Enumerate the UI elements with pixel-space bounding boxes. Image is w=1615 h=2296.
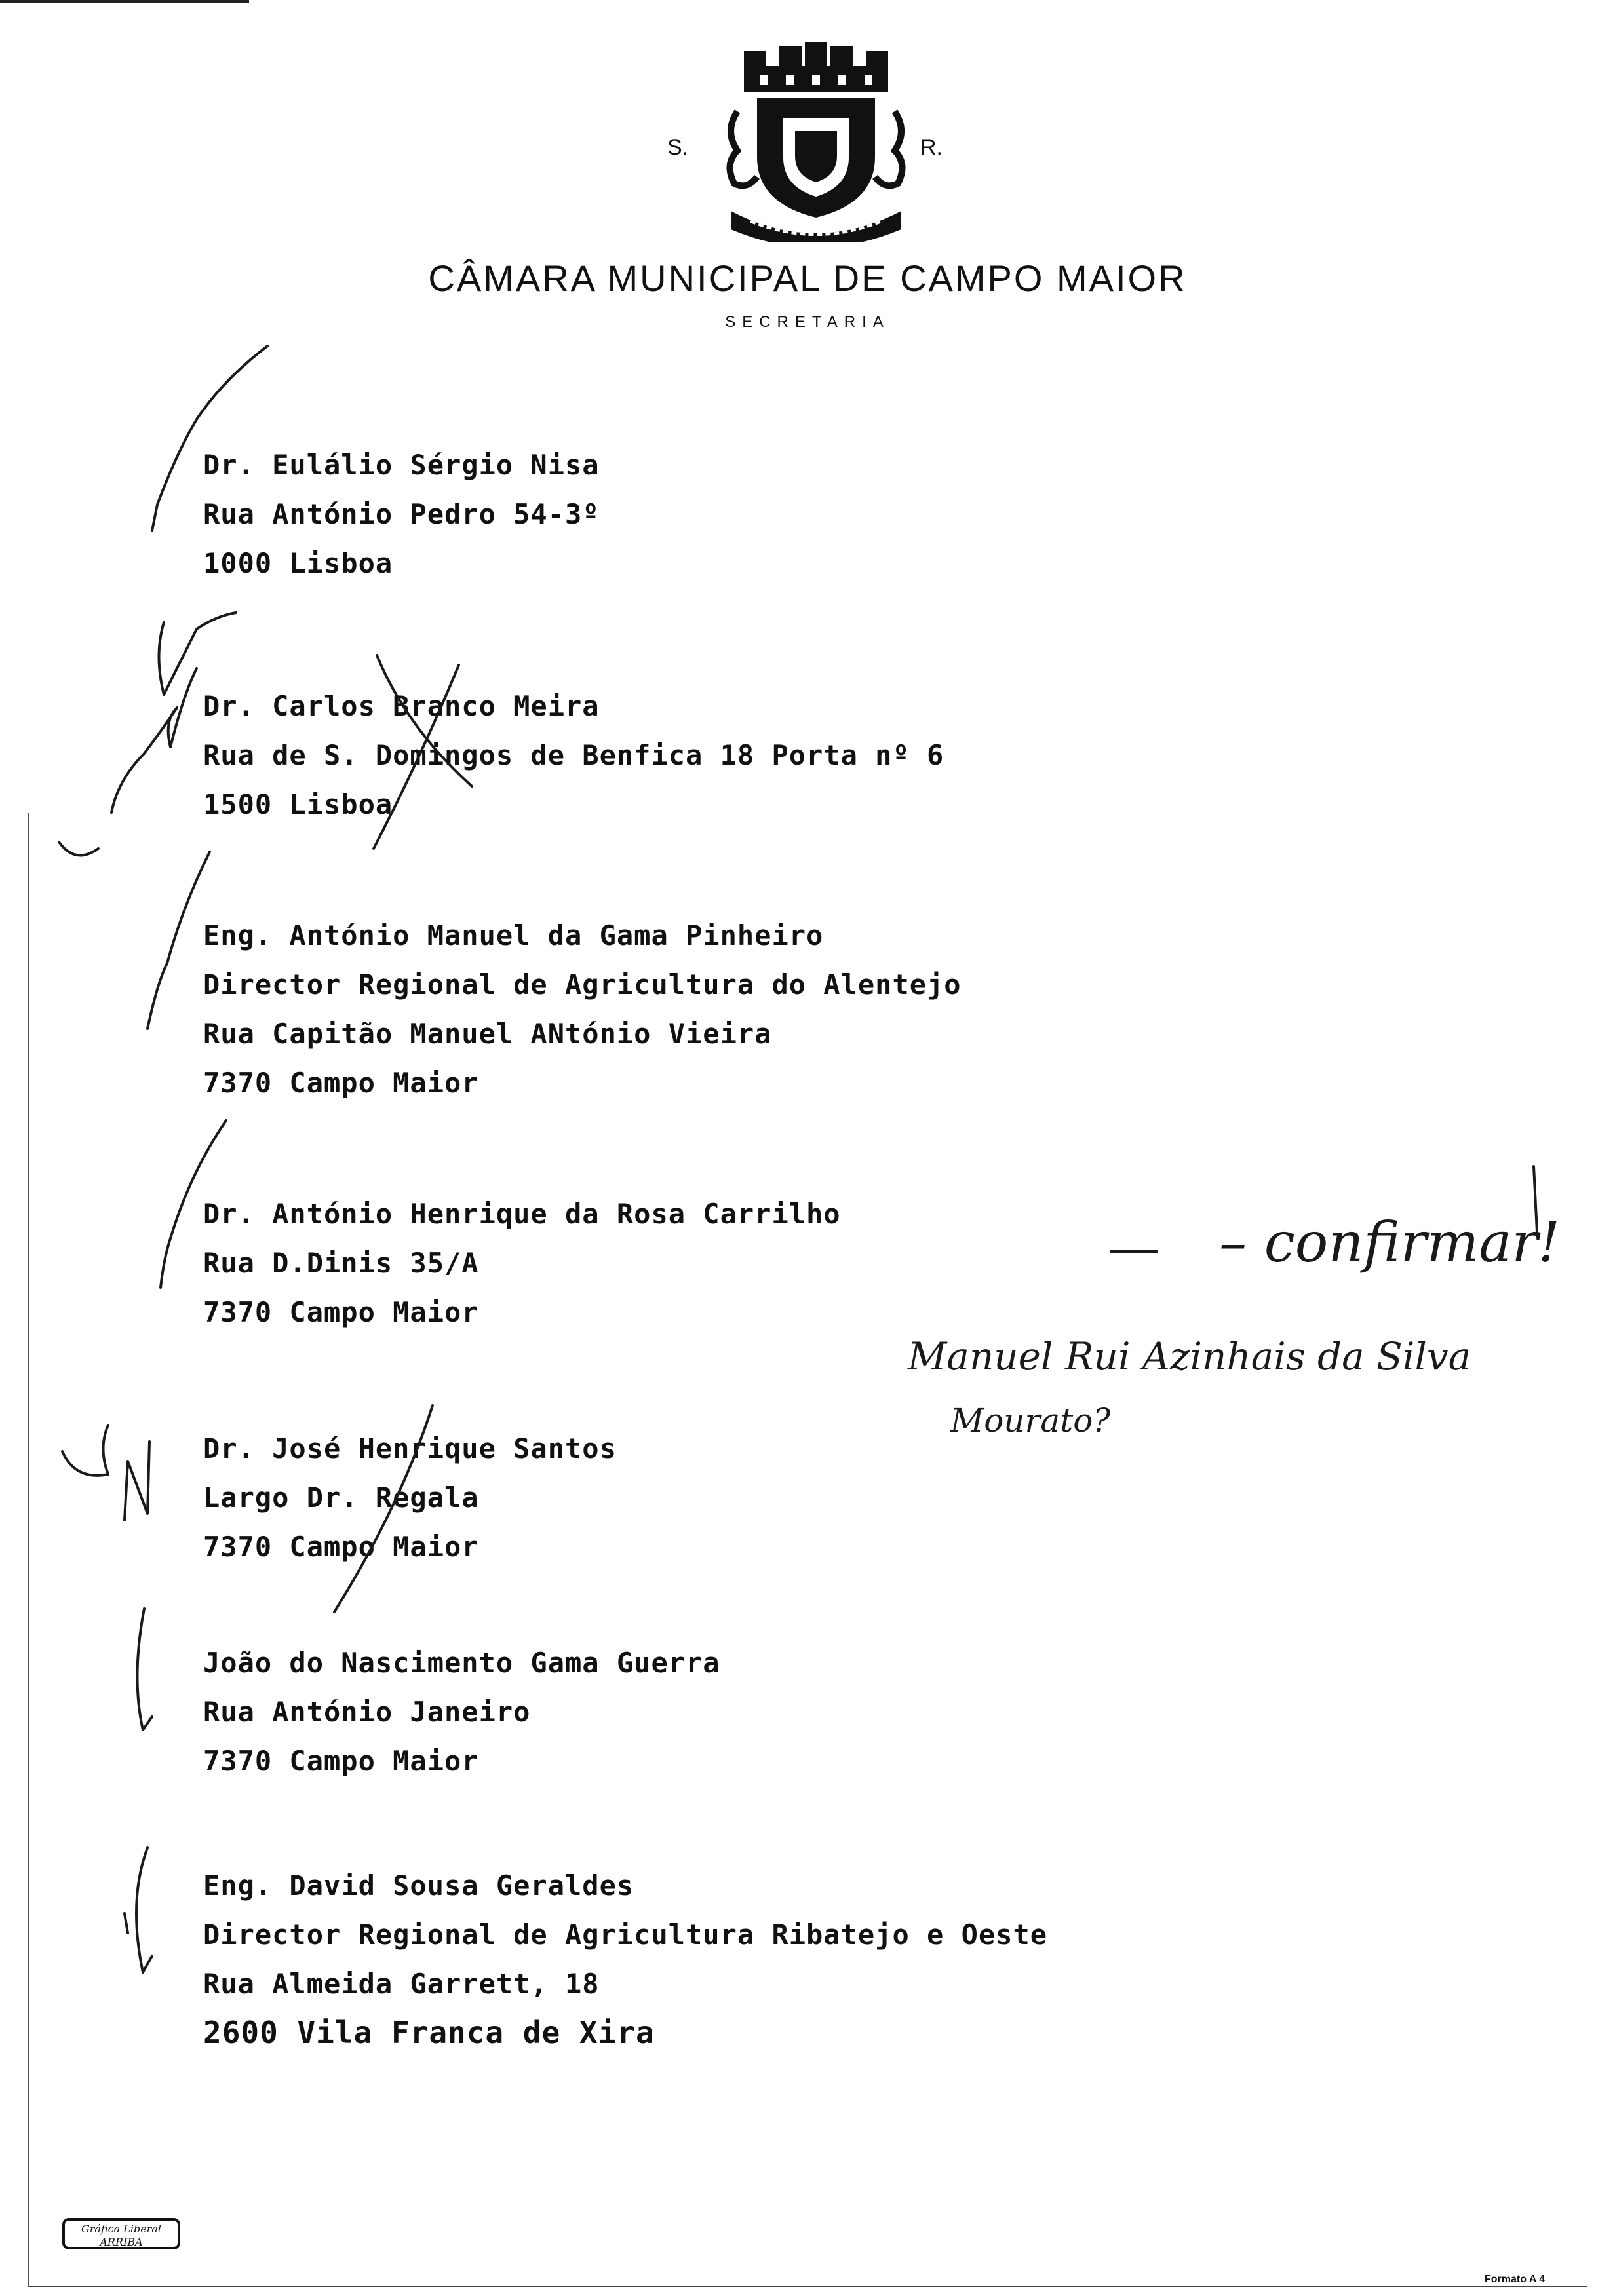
address-block (203, 681, 944, 829)
handwritten-note: – confirmar! (1219, 1210, 1561, 1274)
printer-stamp: Gráfica Liberal ARRIBA (62, 2218, 180, 2249)
scan-edge-top (0, 0, 249, 3)
organization-title: CÂMARA MUNICIPAL DE CAMPO MAIOR (428, 258, 1187, 299)
address-line: Dr. Eulálio Sérgio Nisa (203, 449, 600, 481)
address-line: 7370 Campo Maior (203, 1531, 479, 1563)
address-line: Dr. António Henrique da Rosa Carrilho (203, 1198, 841, 1230)
address-block (203, 440, 600, 588)
address-line: Dr. Carlos Branco Meira (203, 690, 600, 722)
address-line: 1500 Lisboa (203, 788, 393, 820)
address-line: Rua Almeida Garrett, 18 (203, 1968, 600, 2000)
address-block (203, 1638, 720, 1786)
handwritten-note: Manuel Rui Azinhais da Silva (908, 1334, 1471, 1379)
address-line: Rua António Janeiro (203, 1696, 531, 1728)
department-subtitle: SECRETARIA (725, 313, 890, 331)
check-mark-icon (136, 1848, 152, 1972)
address-line: Eng. António Manuel da Gama Pinheiro (203, 919, 824, 951)
address-block (203, 1189, 841, 1337)
address-line: 1000 Lisboa (203, 547, 393, 579)
address-block (203, 1861, 1047, 2057)
address-line: Rua D.Dinis 35/A (203, 1247, 479, 1279)
initials-scribble-icon (59, 842, 98, 855)
form-size-label: Formato A 4 (1485, 2274, 1546, 2285)
check-mark-icon (137, 1609, 152, 1730)
address-line: João do Nascimento Gama Guerra (203, 1647, 720, 1679)
check-mark-icon (147, 852, 210, 1029)
address-line: 7370 Campo Maior (203, 1296, 479, 1328)
address-line: Dr. José Henrique Santos (203, 1432, 617, 1464)
initials-scribble-icon (111, 668, 197, 813)
address-line: Director Regional de Agricultura do Alentejo (203, 968, 962, 1001)
address-block (203, 1424, 617, 1571)
scan-edge-left (28, 813, 29, 2287)
initials-scribble-icon (62, 1425, 108, 1476)
municipal-crest-icon (711, 39, 921, 242)
initials-scribble-icon (125, 1442, 149, 1520)
address-block (203, 911, 962, 1107)
handwritten-note: Mourato? (950, 1402, 1111, 1440)
address-line: Eng. David Sousa Geraldes (203, 1869, 634, 1902)
address-line: Director Regional de Agricultura Ribatejo e Oeste (203, 1919, 1048, 1951)
address-line: Rua António Pedro 54-3º (203, 498, 600, 530)
letterhead-initial-left: S. (667, 135, 689, 160)
address-line: Largo Dr. Regala (203, 1482, 479, 1514)
address-line: 7370 Campo Maior (203, 1745, 479, 1777)
address-line: 2600 Vila Franca de Xira (203, 2015, 655, 2050)
scan-edge-bottom (28, 2286, 1587, 2287)
address-line: Rua de S. Domingos de Benfica 18 Porta nº 6 (203, 739, 944, 771)
address-line: Rua Capitão Manuel ANtónio Vieira (203, 1018, 772, 1050)
letterhead-initial-right: R. (920, 135, 943, 160)
address-line: 7370 Campo Maior (203, 1067, 479, 1099)
